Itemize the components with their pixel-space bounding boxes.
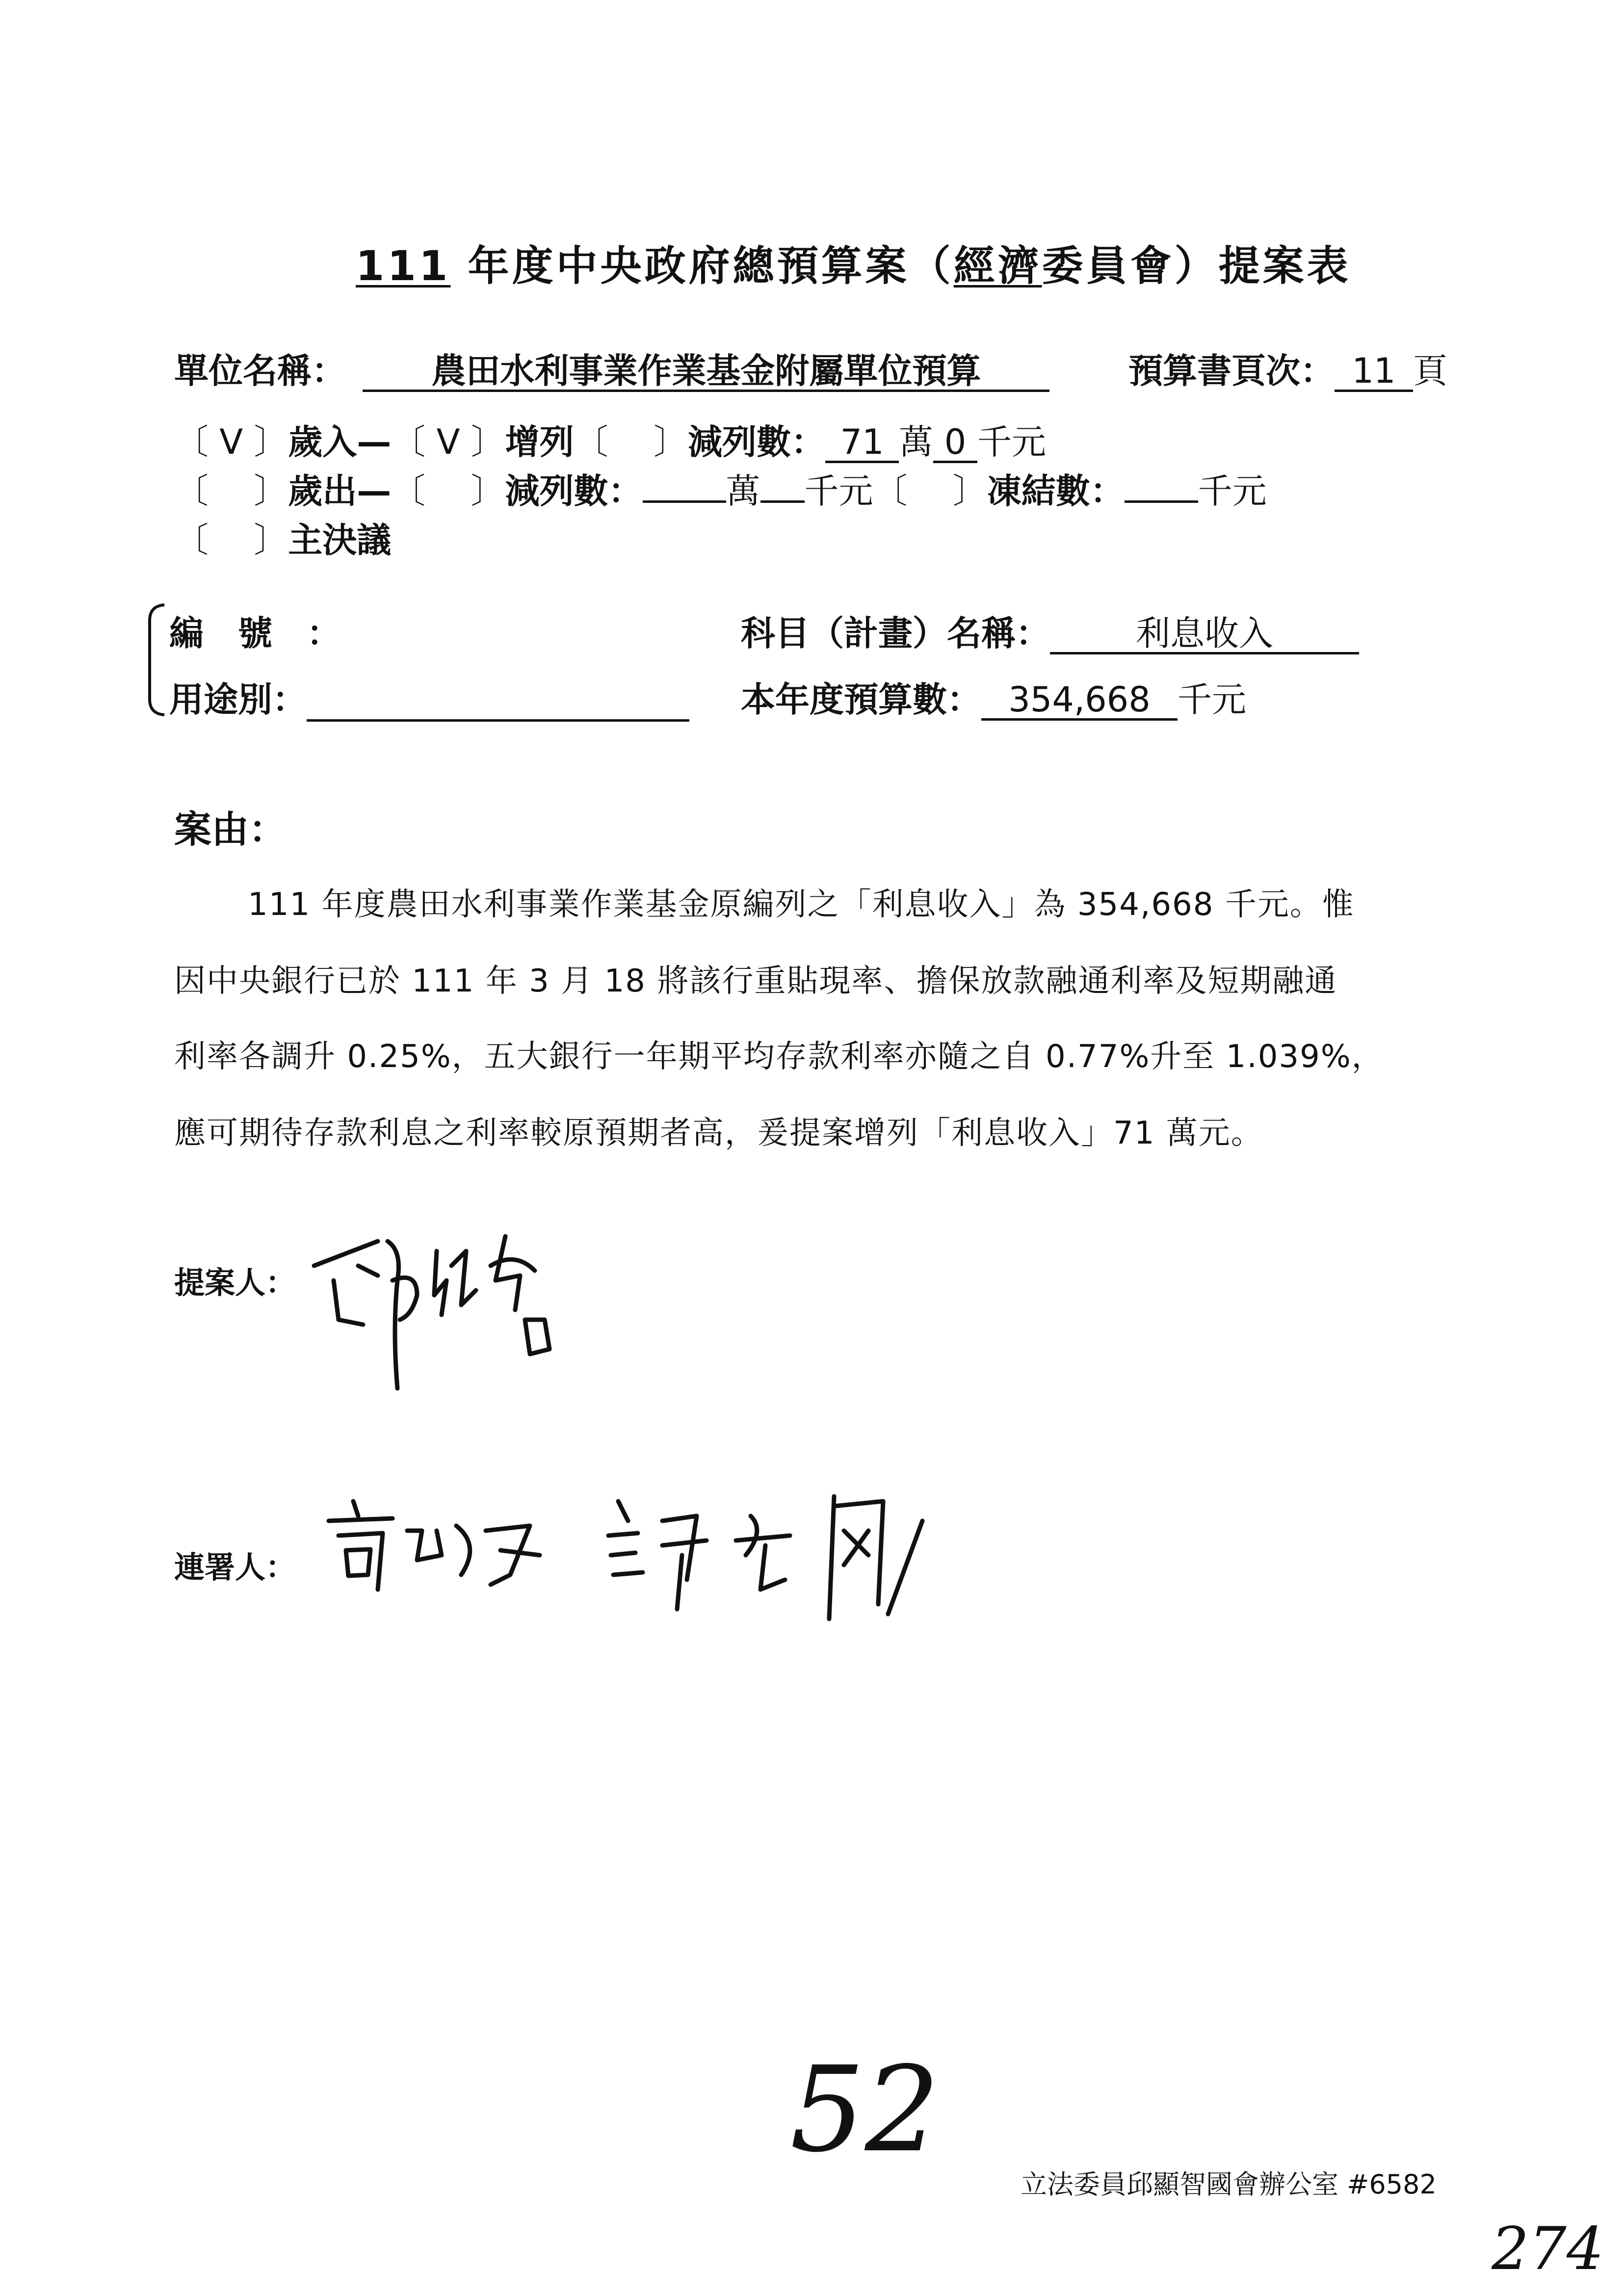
cosigner-label: 連署人： xyxy=(174,1549,296,1585)
page-number: 52 xyxy=(790,2041,940,2178)
corner-number: 274 xyxy=(1492,2215,1604,2283)
proposer-label: 提案人： xyxy=(174,1265,296,1301)
title-year: 111 xyxy=(356,242,451,290)
subject-value: 利息收入 xyxy=(1050,616,1359,654)
use-label: 用途別： xyxy=(169,679,307,720)
increase-checkbox: 〔 V 〕 xyxy=(391,422,505,462)
revenue-label: 歲入— xyxy=(288,422,392,462)
use-blank xyxy=(307,685,689,722)
revenue-qian-label: 千元 xyxy=(977,422,1047,462)
expense-qian-label: 千元 xyxy=(804,471,873,511)
resolution-checkbox: 〔 〕 xyxy=(174,520,288,560)
expense-decrease-label: 減列數： xyxy=(505,471,643,511)
document-title xyxy=(356,233,1351,292)
freeze-label: 凍結數： xyxy=(987,471,1125,511)
title-committee: 經濟 xyxy=(953,242,1042,290)
number-label: 編 號 ： xyxy=(169,613,341,653)
reason-line-2: 因中央銀行已於 111 年 3 月 18 將該行重貼現率、擔保放款融通利率及短期融通 xyxy=(174,963,1337,999)
page-ref xyxy=(1128,343,1447,393)
page-ref-value: 11 xyxy=(1335,353,1413,392)
reason-line-1: 111 年度農田水利事業作業基金原編列之「利息收入」為 354,668 千元。惟 xyxy=(248,887,1355,923)
decrease-checkbox: 〔 〕 xyxy=(574,422,688,462)
resolution-label: 主決議 xyxy=(288,520,392,560)
expense-label: 歲出— xyxy=(288,471,392,511)
reason-line-3: 利率各調升 0.25%，五大銀行一年期平均存款利率亦隨之自 0.77%升至 1.039%， xyxy=(174,1039,1384,1075)
expense-wan-blank xyxy=(643,500,726,503)
subject-field xyxy=(741,606,1359,655)
title-text-b: 委員會）提案表 xyxy=(1042,242,1351,290)
revenue-line xyxy=(174,415,1046,464)
expense-checkbox: 〔 〕 xyxy=(174,471,288,511)
freeze-checkbox: 〔 〕 xyxy=(873,471,987,511)
cosigner-signature xyxy=(324,1491,991,1639)
revenue-wan-value: 71 xyxy=(825,424,899,463)
unit-label: 單位名稱： xyxy=(174,351,346,391)
proposer-signature xyxy=(304,1222,579,1398)
unit-row xyxy=(174,343,1049,393)
expense-decrease-checkbox: 〔 〕 xyxy=(391,471,505,511)
unit-value: 農田水利事業作業基金附屬單位預算 xyxy=(363,353,1049,392)
budget-field xyxy=(741,672,1246,722)
use-field xyxy=(169,672,689,722)
page-ref-label: 預算書頁次： xyxy=(1128,351,1335,391)
expense-wan-label: 萬 xyxy=(726,471,760,511)
revenue-wan-label: 萬 xyxy=(899,422,934,462)
decrease-label: 減列數： xyxy=(688,422,826,462)
revenue-checkbox: 〔 V 〕 xyxy=(174,422,288,462)
reason-heading: 案由： xyxy=(174,808,286,851)
budget-value: 354,668 xyxy=(981,682,1178,721)
budget-unit: 千元 xyxy=(1178,679,1246,720)
fields-bracket xyxy=(142,601,172,719)
office-footer: 立法委員邱顯智國會辦公室 #6582 xyxy=(1021,2169,1437,2200)
budget-label: 本年度預算數： xyxy=(741,679,981,720)
resolution-line xyxy=(174,513,391,562)
expense-qian-blank xyxy=(760,500,805,503)
expense-line xyxy=(174,464,1267,513)
revenue-qian-value: 0 xyxy=(933,424,977,463)
reason-line-4: 應可期待存款利息之利率較原預期者高，爰提案增列「利息收入」71 萬元。 xyxy=(174,1115,1263,1151)
number-field xyxy=(169,606,341,655)
increase-label: 增列 xyxy=(505,422,574,462)
title-text-a: 年度中央政府總預算案（ xyxy=(450,242,954,290)
page-ref-suffix: 頁 xyxy=(1413,351,1447,391)
freeze-blank xyxy=(1125,500,1198,503)
subject-label: 科目（計畫）名稱： xyxy=(741,613,1050,653)
freeze-unit: 千元 xyxy=(1198,471,1267,511)
